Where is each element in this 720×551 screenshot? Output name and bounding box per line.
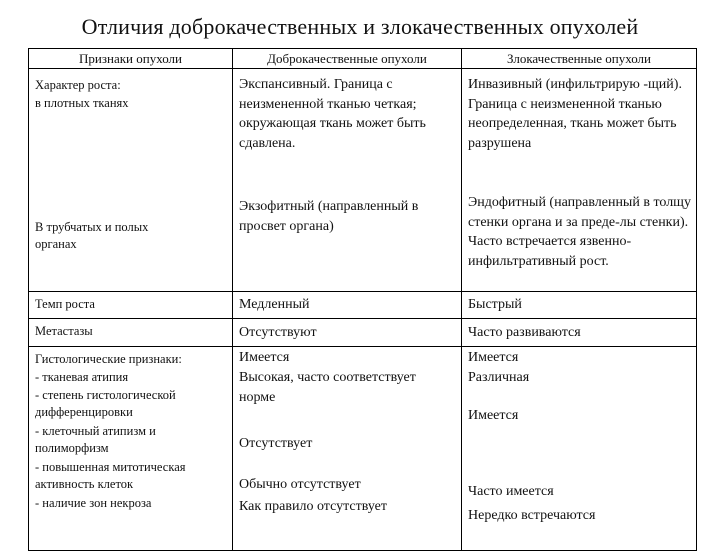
table-header-row bbox=[29, 49, 697, 69]
table-row-histology bbox=[29, 347, 697, 551]
benign-value: Как правило отсутствует bbox=[239, 499, 387, 514]
cell-histology-feature bbox=[29, 347, 233, 551]
cell-rate-malignant bbox=[462, 292, 697, 319]
malignant-value: Эндофитный (направленный в толщу стенки органа и за преде-лы стенки). Часто встречается язвенно-инфильтративный рост. bbox=[468, 195, 691, 269]
comparison-table bbox=[28, 48, 697, 551]
malignant-value: Имеется bbox=[468, 350, 519, 365]
benign-value: Экспансивный. Граница с неизмененной тканью четкая; окружающая ткань может быть сдавлена. bbox=[239, 77, 426, 151]
table-row-rate bbox=[29, 292, 697, 319]
malignant-value: Нередко встречаются bbox=[468, 508, 596, 523]
benign-value: Обычно отсутствует bbox=[239, 477, 361, 492]
table-row-growth bbox=[29, 69, 697, 292]
cell-growth-malignant bbox=[462, 69, 697, 292]
page-title: Отличия доброкачественных и злокачественных опухолей bbox=[81, 14, 639, 39]
cell-rate-benign bbox=[233, 292, 462, 319]
cell-histology-benign bbox=[233, 347, 462, 551]
feature-sublabel: - повышенная митотическая активность клеток bbox=[35, 460, 186, 491]
feature-sublabel: в плотных тканях bbox=[35, 96, 129, 110]
malignant-value: Различная bbox=[468, 370, 530, 385]
benign-value: Имеется bbox=[239, 350, 290, 365]
table-row-metastases bbox=[29, 319, 697, 347]
feature-sublabel: - степень гистологической дифференцировки bbox=[35, 388, 176, 419]
header-features: Признаки опухоли bbox=[29, 49, 233, 69]
malignant-value: Часто развиваются bbox=[468, 325, 581, 340]
feature-label: Метастазы bbox=[35, 324, 93, 338]
benign-value: Высокая, часто соответствует норме bbox=[239, 370, 416, 405]
header-benign: Доброкачественные опухоли bbox=[233, 49, 462, 69]
feature-label: Гистологические признаки: bbox=[35, 352, 182, 366]
malignant-value: Часто имеется bbox=[468, 484, 554, 499]
cell-growth-feature bbox=[29, 69, 233, 292]
feature-sublabel: В трубчатых и полых органах bbox=[35, 220, 149, 251]
benign-value: Экзофитный (направленный в просвет органа) bbox=[239, 199, 419, 234]
feature-sublabel: - клеточный атипизм и полиморфизм bbox=[35, 424, 156, 455]
benign-value: Отсутствуют bbox=[239, 325, 317, 340]
malignant-value: Быстрый bbox=[468, 297, 522, 312]
benign-value: Отсутствует bbox=[239, 436, 313, 451]
feature-sublabel: - тканевая атипия bbox=[35, 370, 129, 384]
benign-value: Медленный bbox=[239, 297, 310, 312]
malignant-value: Инвазивный (инфильтрирую -щий). Граница с неизмененной тканью неопределенная, ткань может быть разрушена bbox=[468, 77, 682, 151]
feature-sublabel: - наличие зон некроза bbox=[35, 496, 152, 510]
cell-metastases-malignant bbox=[462, 319, 697, 347]
cell-histology-malignant bbox=[462, 347, 697, 551]
malignant-value: Имеется bbox=[468, 408, 519, 423]
cell-metastases-benign bbox=[233, 319, 462, 347]
header-malignant: Злокачественные опухоли bbox=[462, 49, 697, 69]
cell-metastases-feature bbox=[29, 319, 233, 347]
feature-label: Темп роста bbox=[35, 297, 95, 311]
cell-growth-benign bbox=[233, 69, 462, 292]
cell-rate-feature bbox=[29, 292, 233, 319]
feature-label: Характер роста: bbox=[35, 78, 121, 92]
